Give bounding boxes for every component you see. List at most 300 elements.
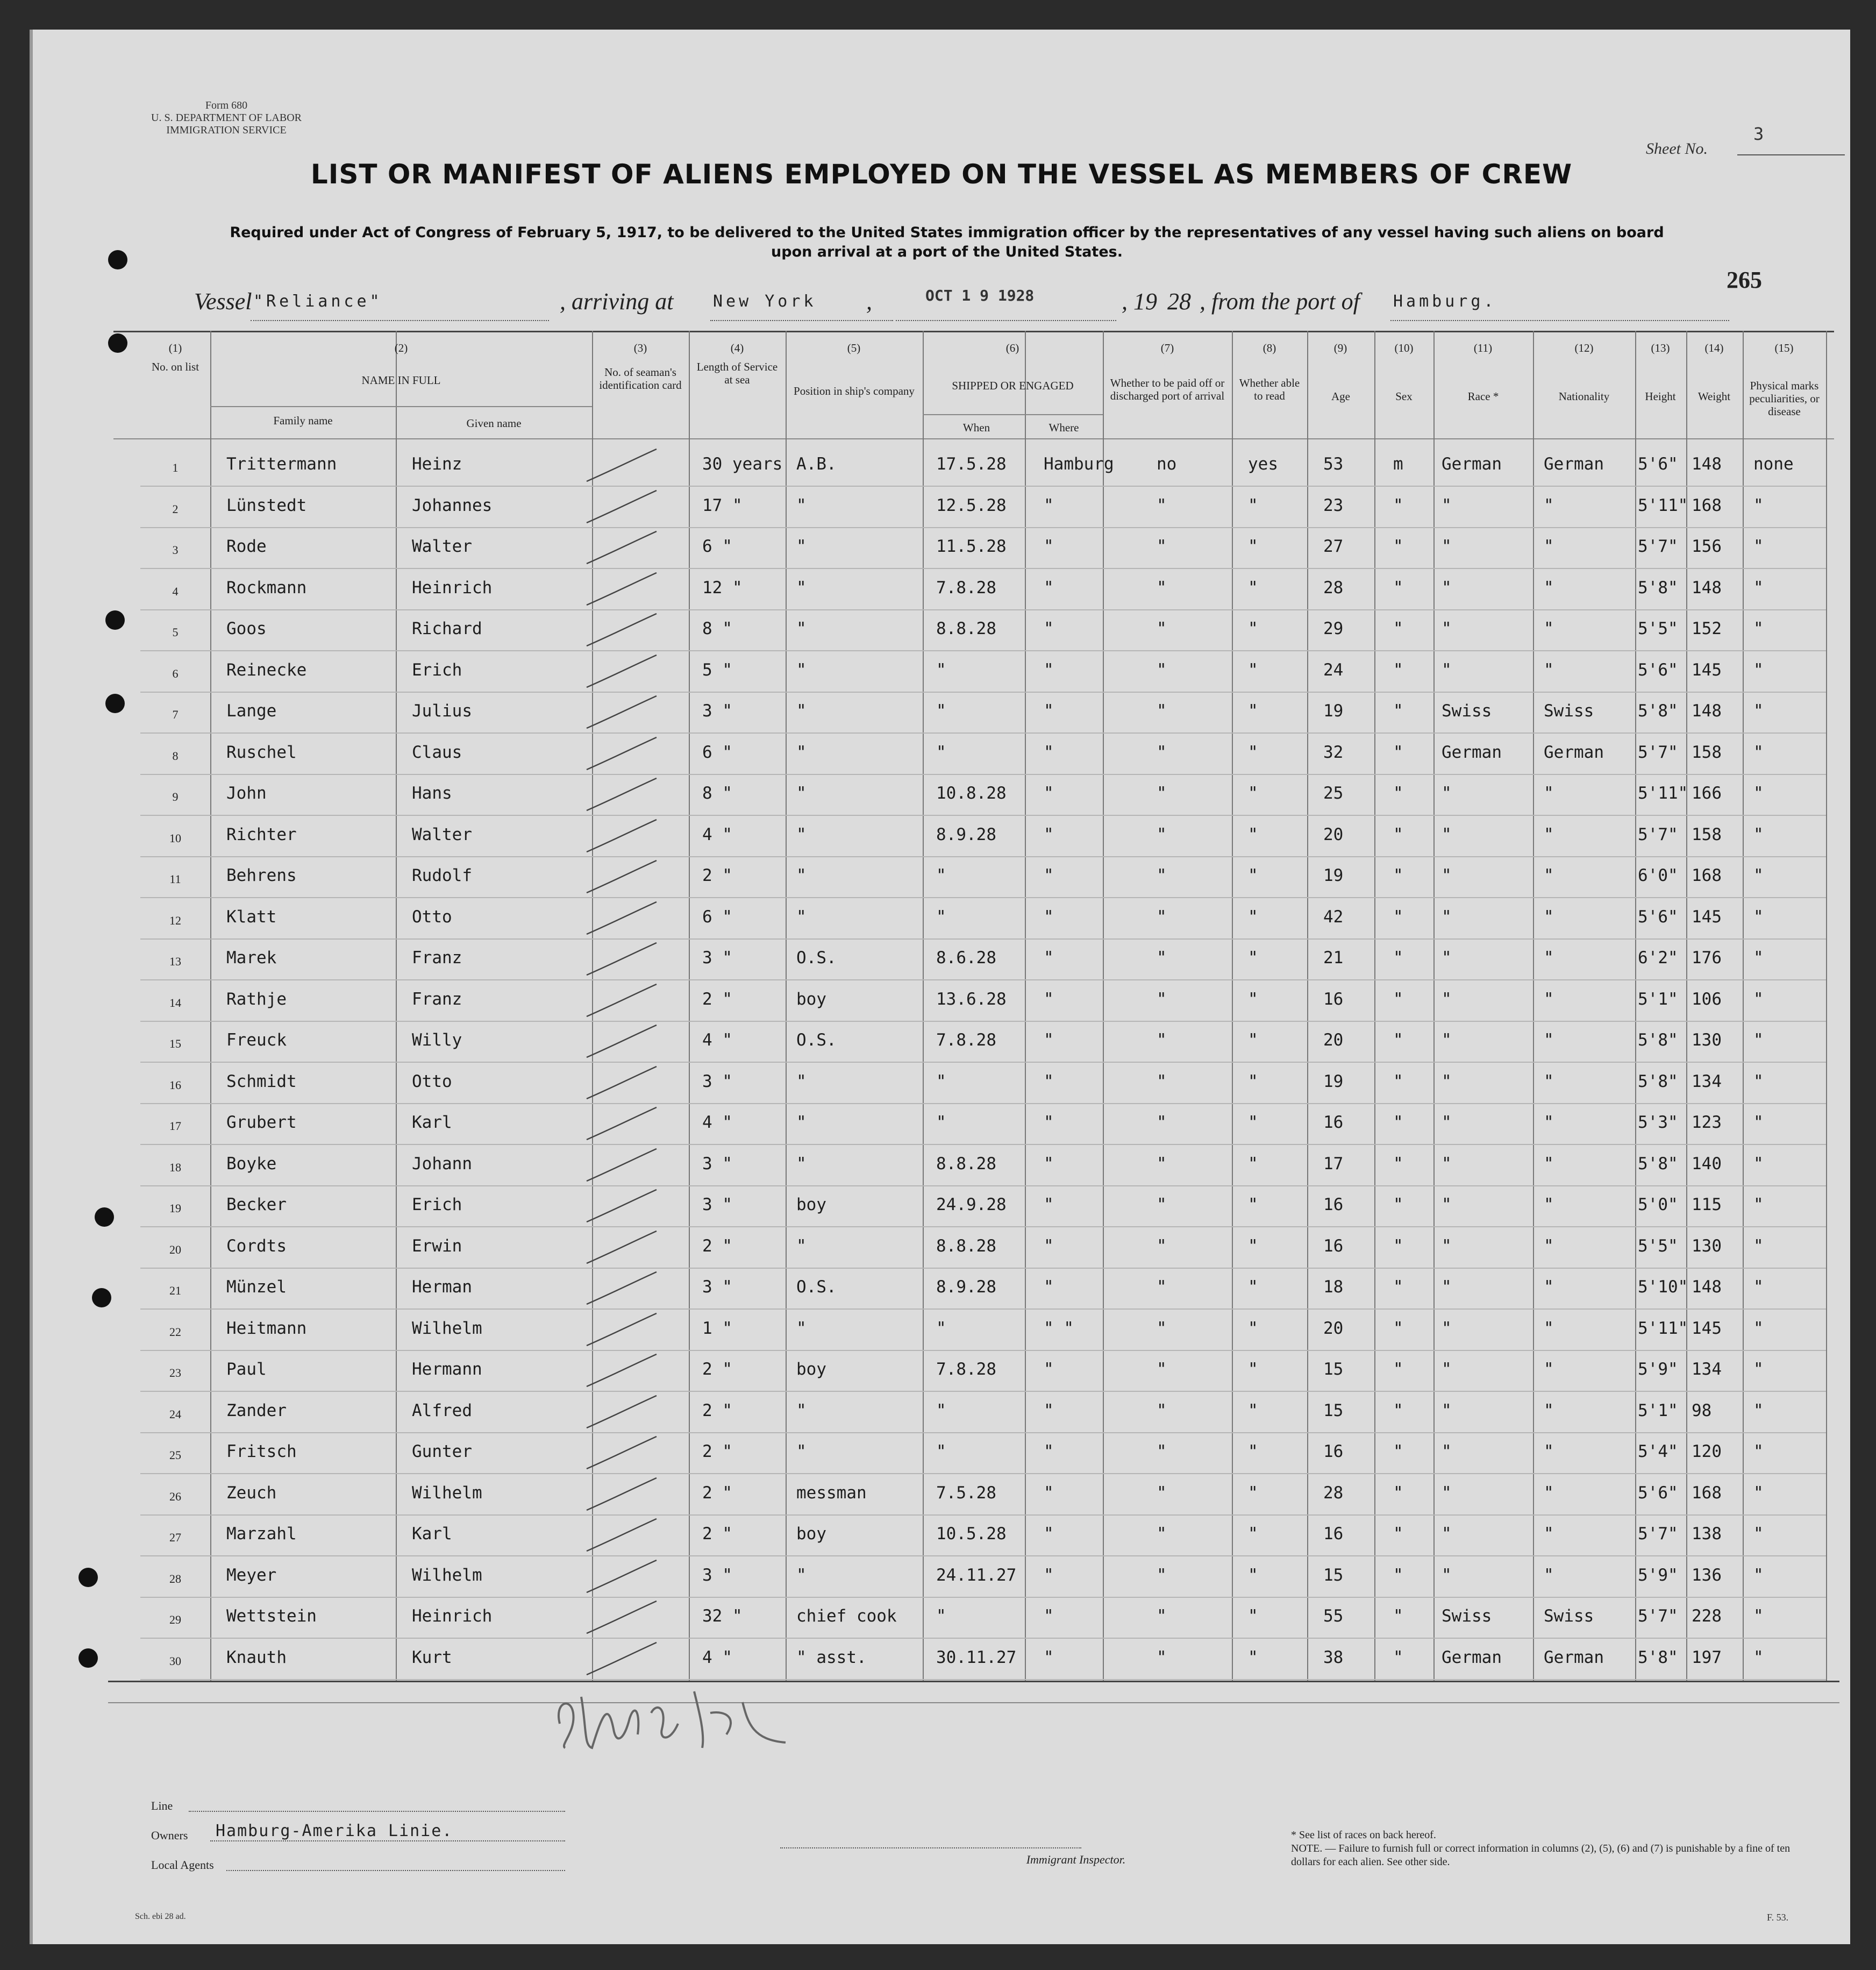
row-number: 17 xyxy=(169,1119,181,1133)
family-name: Trittermann xyxy=(226,454,337,474)
race: " xyxy=(1442,866,1452,885)
paid-off: " xyxy=(1157,495,1167,515)
race: " xyxy=(1442,1524,1452,1544)
row-rule xyxy=(140,486,1826,487)
nationality: " xyxy=(1544,1030,1554,1050)
departure-port: Hamburg. xyxy=(1393,292,1497,311)
given-name: Otto xyxy=(412,907,452,927)
row-rule xyxy=(140,1021,1826,1022)
crew-table xyxy=(33,30,1850,1944)
given-name: Kurt xyxy=(412,1647,452,1667)
age: 15 xyxy=(1323,1400,1344,1420)
family-name: Paul xyxy=(226,1360,267,1379)
able-to-read: " xyxy=(1248,1195,1258,1214)
row-number: 8 xyxy=(172,749,179,763)
paid-off: " xyxy=(1157,1277,1167,1297)
able-to-read: " xyxy=(1248,537,1258,556)
race: German xyxy=(1442,742,1502,762)
height: 5'6" xyxy=(1638,1483,1678,1503)
given-name: Otto xyxy=(412,1071,452,1091)
row-rule xyxy=(140,1473,1826,1474)
row-number: 22 xyxy=(169,1325,181,1339)
able-to-read: " xyxy=(1248,1442,1258,1461)
column-number: (1) xyxy=(168,342,182,354)
card-checkmark xyxy=(581,530,662,568)
header-seaman-card: No. of seaman's identification card xyxy=(599,366,682,392)
ship-position: A.B. xyxy=(796,454,837,474)
length-of-service: 3 " xyxy=(702,1154,732,1174)
header-weight: Weight xyxy=(1697,390,1731,403)
nationality: " xyxy=(1544,1524,1554,1544)
height: 5'8" xyxy=(1638,1154,1678,1174)
race: Swiss xyxy=(1442,701,1492,721)
paid-off: " xyxy=(1157,1154,1167,1174)
engaged-place: Hamburg xyxy=(1044,454,1114,474)
paid-off: " xyxy=(1157,907,1167,927)
sex: " xyxy=(1393,1277,1403,1297)
ship-position: O.S. xyxy=(796,1030,837,1050)
paid-off: " xyxy=(1157,578,1167,598)
physical-marks: " xyxy=(1753,1154,1764,1174)
given-name: Johann xyxy=(412,1154,472,1174)
header-given-name: Given name xyxy=(466,417,522,430)
height: 6'2" xyxy=(1638,948,1678,968)
card-checkmark xyxy=(581,1600,662,1638)
row-rule xyxy=(140,938,1826,940)
owners-value: Hamburg-Amerika Linie. xyxy=(216,1822,453,1840)
family-name: Zeuch xyxy=(226,1483,277,1503)
family-name: Becker xyxy=(226,1195,287,1214)
agents-dotline xyxy=(226,1870,565,1871)
given-name: Richard xyxy=(412,619,482,638)
able-to-read: " xyxy=(1248,1318,1258,1338)
engaged-place: " xyxy=(1044,866,1054,885)
card-checkmark xyxy=(581,572,662,609)
service-name: IMMIGRATION SERVICE xyxy=(166,124,287,136)
able-to-read: " xyxy=(1248,1524,1258,1544)
family-name: Behrens xyxy=(226,866,297,885)
paid-off: " xyxy=(1157,1565,1167,1585)
ship-position: " xyxy=(796,1236,807,1256)
engaged-place: " xyxy=(1044,578,1054,598)
age: 27 xyxy=(1323,537,1344,556)
weight: 98 xyxy=(1692,1400,1712,1420)
given-name: Walter xyxy=(412,537,472,556)
weight: 197 xyxy=(1692,1647,1722,1667)
weight: 136 xyxy=(1692,1565,1722,1585)
card-checkmark xyxy=(581,1065,662,1103)
paid-off: " xyxy=(1157,948,1167,968)
row-number: 7 xyxy=(172,708,179,721)
physical-marks: " xyxy=(1753,1277,1764,1297)
length-of-service: 3 " xyxy=(702,1195,732,1214)
age: 21 xyxy=(1323,948,1344,968)
table-top-rule xyxy=(113,331,1834,332)
row-number: 2 xyxy=(172,502,179,516)
card-checkmark xyxy=(581,942,662,979)
able-to-read: " xyxy=(1248,1606,1258,1626)
header-sex: Sex xyxy=(1395,390,1413,403)
family-name: Ruschel xyxy=(226,742,297,762)
height: 5'6" xyxy=(1638,454,1678,474)
given-name: Claus xyxy=(412,742,462,762)
age: 16 xyxy=(1323,1524,1344,1544)
column-rule xyxy=(1025,331,1026,1681)
sex: " xyxy=(1393,784,1403,803)
date-stamp: OCT 1 9 1928 xyxy=(925,287,1035,304)
race: " xyxy=(1442,537,1452,556)
manifest-number: 265 xyxy=(1727,267,1762,293)
family-name: Schmidt xyxy=(226,1071,297,1091)
nationality: " xyxy=(1544,784,1554,803)
paid-off: " xyxy=(1157,784,1167,803)
card-checkmark xyxy=(581,1271,662,1308)
engaged-date: 7.8.28 xyxy=(936,578,996,598)
row-rule xyxy=(140,1514,1826,1516)
paid-off: " xyxy=(1157,1236,1167,1256)
sex: " xyxy=(1393,1030,1403,1050)
nationality: German xyxy=(1544,1647,1604,1667)
engaged-place: " xyxy=(1044,1442,1054,1461)
ship-position: " xyxy=(796,742,807,762)
column-number: (14) xyxy=(1704,342,1724,354)
engaged-place: " xyxy=(1044,784,1054,803)
column-rule xyxy=(1743,331,1744,1681)
engaged-date: 8.6.28 xyxy=(936,948,996,968)
weight: 158 xyxy=(1692,742,1722,762)
weight: 176 xyxy=(1692,948,1722,968)
height: 5'7" xyxy=(1638,537,1678,556)
engaged-date: " xyxy=(936,907,946,927)
length-of-service: 8 " xyxy=(702,784,732,803)
weight: 138 xyxy=(1692,1524,1722,1544)
header-position: Position in ship's company xyxy=(794,385,915,397)
given-name: Hans xyxy=(412,784,452,803)
height: 5'1" xyxy=(1638,1400,1678,1420)
given-name: Wilhelm xyxy=(412,1483,482,1503)
able-to-read: " xyxy=(1248,824,1258,844)
line-dotline xyxy=(189,1811,565,1812)
engaged-date: 8.8.28 xyxy=(936,1236,996,1256)
length-of-service: 5 " xyxy=(702,660,732,680)
physical-marks: " xyxy=(1753,578,1764,598)
inspector-label: Immigrant Inspector. xyxy=(1026,1853,1126,1866)
length-of-service: 2 " xyxy=(702,1400,732,1420)
card-checkmark xyxy=(581,654,662,692)
nationality: Swiss xyxy=(1544,701,1594,721)
ship-position: boy xyxy=(796,1360,826,1379)
length-of-service: 3 " xyxy=(702,1565,732,1585)
paid-off: " xyxy=(1157,1113,1167,1132)
ship-position: " xyxy=(796,907,807,927)
weight: 148 xyxy=(1692,701,1722,721)
weight: 145 xyxy=(1692,660,1722,680)
physical-marks: " xyxy=(1753,1318,1764,1338)
table-closing-rule xyxy=(108,1702,1839,1703)
age: 20 xyxy=(1323,824,1344,844)
nationality: " xyxy=(1544,824,1554,844)
given-name: Karl xyxy=(412,1524,452,1544)
paid-off: " xyxy=(1157,1318,1167,1338)
family-name: Rockmann xyxy=(226,578,307,598)
card-checkmark xyxy=(581,777,662,815)
height: 5'5" xyxy=(1638,1236,1678,1256)
race: " xyxy=(1442,1442,1452,1461)
header-paid-off: Whether to be paid off or discharged port of arrival xyxy=(1110,376,1225,402)
height: 5'8" xyxy=(1638,701,1678,721)
engaged-date: 8.8.28 xyxy=(936,1154,996,1174)
race: " xyxy=(1442,1565,1452,1585)
weight: 134 xyxy=(1692,1071,1722,1091)
paid-off: " xyxy=(1157,824,1167,844)
paid-off: " xyxy=(1157,701,1167,721)
card-checkmark xyxy=(581,1024,662,1062)
nationality: " xyxy=(1544,1071,1554,1091)
row-number: 16 xyxy=(169,1078,181,1092)
column-rule xyxy=(1686,331,1687,1681)
ship-position: " xyxy=(796,660,807,680)
length-of-service: 4 " xyxy=(702,824,732,844)
column-rule xyxy=(1433,331,1435,1681)
engaged-date: 10.8.28 xyxy=(936,784,1007,803)
row-number: 13 xyxy=(169,955,181,968)
row-number: 12 xyxy=(169,913,181,927)
races-note: * See list of races on back hereof. xyxy=(1291,1829,1436,1841)
engaged-place: " xyxy=(1044,948,1054,968)
row-rule xyxy=(140,1268,1826,1269)
length-of-service: 2 " xyxy=(702,1442,732,1461)
weight: 148 xyxy=(1692,1277,1722,1297)
column-number: (9) xyxy=(1333,342,1347,354)
sex: " xyxy=(1393,1606,1403,1626)
row-rule xyxy=(140,1144,1826,1145)
card-checkmark xyxy=(581,1518,662,1555)
age: 17 xyxy=(1323,1154,1344,1174)
nationality: " xyxy=(1544,1236,1554,1256)
row-number: 15 xyxy=(169,1037,181,1050)
engaged-date: " xyxy=(936,1113,946,1132)
weight: 168 xyxy=(1692,495,1722,515)
family-name: Freuck xyxy=(226,1030,287,1050)
nationality: " xyxy=(1544,1154,1554,1174)
row-number: 3 xyxy=(172,543,179,557)
paid-off: " xyxy=(1157,1442,1167,1461)
ship-position: " xyxy=(796,824,807,844)
row-number: 27 xyxy=(169,1531,181,1544)
row-number: 11 xyxy=(169,872,181,886)
row-rule xyxy=(140,815,1826,816)
length-of-service: 3 " xyxy=(702,1071,732,1091)
row-rule xyxy=(140,1103,1826,1104)
height: 5'9" xyxy=(1638,1565,1678,1585)
age: 19 xyxy=(1323,866,1344,885)
nationality: German xyxy=(1544,742,1604,762)
length-of-service: 2 " xyxy=(702,866,732,885)
height: 5'11" xyxy=(1638,1318,1688,1338)
row-number: 1 xyxy=(172,461,179,474)
engaged-date: 8.9.28 xyxy=(936,1277,996,1297)
card-checkmark xyxy=(581,1353,662,1391)
length-of-service: 3 " xyxy=(702,701,732,721)
engaged-place: " xyxy=(1044,742,1054,762)
row-rule xyxy=(140,1597,1826,1598)
nationality: " xyxy=(1544,660,1554,680)
able-to-read: " xyxy=(1248,742,1258,762)
family-name: Zander xyxy=(226,1400,287,1420)
family-name: Richter xyxy=(226,824,297,844)
row-number: 18 xyxy=(169,1160,181,1174)
header-nationality: Nationality xyxy=(1558,390,1610,403)
engaged-place: " xyxy=(1044,989,1054,1009)
length-of-service: 3 " xyxy=(702,1277,732,1297)
ship-position: " xyxy=(796,1154,807,1174)
row-number: 5 xyxy=(172,625,179,639)
row-rule xyxy=(140,527,1826,528)
nationality: " xyxy=(1544,1400,1554,1420)
family-name: Marzahl xyxy=(226,1524,297,1544)
nationality: " xyxy=(1544,948,1554,968)
physical-marks: " xyxy=(1753,1195,1764,1214)
arrival-port: New York xyxy=(713,292,817,311)
physical-marks: " xyxy=(1753,1030,1764,1050)
physical-marks: " xyxy=(1753,866,1764,885)
engaged-place: " xyxy=(1044,1113,1054,1132)
engaged-place: " xyxy=(1044,1236,1054,1256)
weight: 130 xyxy=(1692,1236,1722,1256)
from-label: , from the port of xyxy=(1200,288,1360,315)
family-name: Knauth xyxy=(226,1647,287,1667)
physical-marks: " xyxy=(1753,1647,1764,1667)
row-number: 30 xyxy=(169,1654,181,1668)
family-name: Heitmann xyxy=(226,1318,307,1338)
length-of-service: 6 " xyxy=(702,742,732,762)
able-to-read: " xyxy=(1248,1071,1258,1091)
form-code: F. 53. xyxy=(1767,1912,1789,1923)
row-number: 23 xyxy=(169,1366,181,1379)
able-to-read: " xyxy=(1248,989,1258,1009)
ship-position: " xyxy=(796,578,807,598)
family-name: Wettstein xyxy=(226,1606,317,1626)
family-name: Reinecke xyxy=(226,660,307,680)
age: 25 xyxy=(1323,784,1344,803)
length-of-service: 30 years xyxy=(702,454,783,474)
family-name: Münzel xyxy=(226,1277,287,1297)
engaged-place: " xyxy=(1044,1154,1054,1174)
age: 42 xyxy=(1323,907,1344,927)
paid-off: " xyxy=(1157,1030,1167,1050)
length-of-service: 17 " xyxy=(702,495,743,515)
able-to-read: " xyxy=(1248,1030,1258,1050)
weight: 156 xyxy=(1692,537,1722,556)
age: 16 xyxy=(1323,989,1344,1009)
paid-off: " xyxy=(1157,660,1167,680)
inspector-signature xyxy=(549,1681,807,1756)
engaged-date: 7.8.28 xyxy=(936,1030,996,1050)
length-of-service: 4 " xyxy=(702,1030,732,1050)
physical-marks: " xyxy=(1753,1360,1764,1379)
age: 23 xyxy=(1323,495,1344,515)
row-rule xyxy=(140,1638,1826,1639)
length-of-service: 4 " xyxy=(702,1113,732,1132)
weight: 145 xyxy=(1692,1318,1722,1338)
sheet-number: 3 xyxy=(1753,124,1764,144)
able-to-read: " xyxy=(1248,1400,1258,1420)
card-checkmark xyxy=(581,489,662,527)
physical-marks: " xyxy=(1753,1400,1764,1420)
family-name: Meyer xyxy=(226,1565,277,1585)
engaged-date: 30.11.27 xyxy=(936,1647,1017,1667)
engaged-place: " xyxy=(1044,1360,1054,1379)
row-rule xyxy=(140,1679,1826,1680)
column-rule xyxy=(1635,331,1636,1681)
weight: 148 xyxy=(1692,578,1722,598)
header-physical: Physical marks peculiarities, or disease xyxy=(1749,379,1820,418)
age: 18 xyxy=(1323,1277,1344,1297)
given-name: Franz xyxy=(412,989,462,1009)
footer-note xyxy=(1291,1829,1807,1869)
ship-position: boy xyxy=(796,989,826,1009)
family-name: John xyxy=(226,784,267,803)
race: German xyxy=(1442,454,1502,474)
sex: " xyxy=(1393,866,1403,885)
row-rule xyxy=(140,650,1826,651)
nationality: " xyxy=(1544,1195,1554,1214)
physical-marks: " xyxy=(1753,784,1764,803)
given-name: Heinz xyxy=(412,454,462,474)
header-family-name: Family name xyxy=(273,414,333,427)
engaged-date: 10.5.28 xyxy=(936,1524,1007,1544)
weight: 145 xyxy=(1692,907,1722,927)
ship-position: " xyxy=(796,701,807,721)
physical-marks: " xyxy=(1753,537,1764,556)
nationality: " xyxy=(1544,866,1554,885)
engaged-date: 8.9.28 xyxy=(936,824,996,844)
nationality: " xyxy=(1544,1565,1554,1585)
sex: " xyxy=(1393,1318,1403,1338)
given-name: Wilhelm xyxy=(412,1318,482,1338)
physical-marks: " xyxy=(1753,948,1764,968)
ship-position: messman xyxy=(796,1483,867,1503)
nationality: " xyxy=(1544,619,1554,638)
paid-off: " xyxy=(1157,1195,1167,1214)
given-name: Johannes xyxy=(412,495,493,515)
sex: " xyxy=(1393,824,1403,844)
header-bottom-rule xyxy=(113,438,1834,439)
header-name-in-full: NAME IN FULL xyxy=(361,374,441,387)
race: " xyxy=(1442,1030,1452,1050)
height: 5'7" xyxy=(1638,824,1678,844)
vessel-name: "Reliance" xyxy=(253,292,383,311)
ship-position: " xyxy=(796,1071,807,1091)
row-rule xyxy=(140,979,1826,980)
column-rule xyxy=(1374,331,1375,1681)
given-name: Julius xyxy=(412,701,472,721)
row-rule xyxy=(140,1185,1826,1186)
sex: " xyxy=(1393,1113,1403,1132)
nationality: " xyxy=(1544,495,1554,515)
column-number: (4) xyxy=(730,342,744,354)
engaged-date: 24.9.28 xyxy=(936,1195,1007,1214)
row-number: 6 xyxy=(172,666,179,680)
age: 20 xyxy=(1323,1318,1344,1338)
header-where: Where xyxy=(1048,421,1079,434)
ship-position: " xyxy=(796,1565,807,1585)
height: 5'3" xyxy=(1638,1113,1678,1132)
height: 5'9" xyxy=(1638,1360,1678,1379)
race: " xyxy=(1442,1483,1452,1503)
column-rule xyxy=(1826,331,1827,1681)
given-name: Wilhelm xyxy=(412,1565,482,1585)
